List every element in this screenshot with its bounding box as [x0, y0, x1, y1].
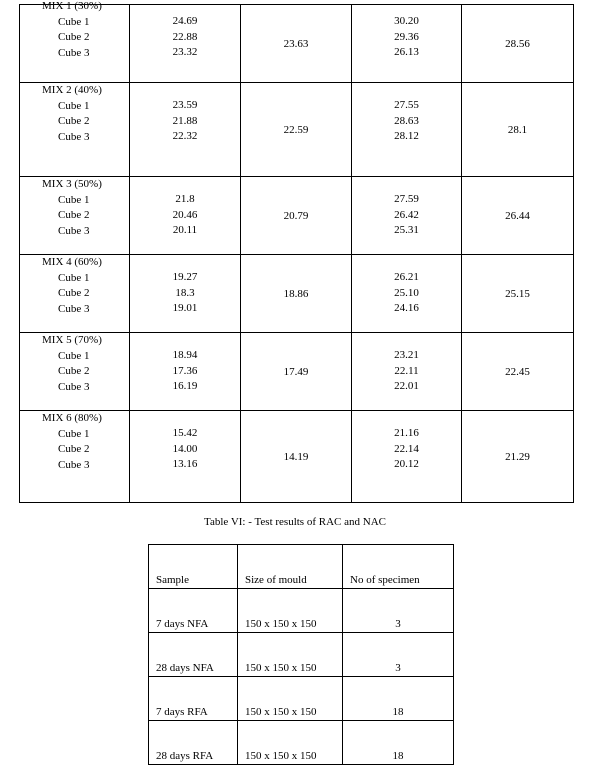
day7-value: 18.3: [175, 286, 195, 299]
day7-value: 23.32: [172, 46, 198, 58]
day7-value: 13.16: [172, 458, 198, 470]
table-row: [149, 721, 454, 765]
day7-values-cell: [130, 255, 241, 333]
table-row: [149, 589, 454, 633]
mix-label: MIX 1 (30%): [42, 0, 102, 12]
mix-cell: [20, 83, 130, 177]
table-row: [149, 677, 454, 721]
day7-average: 20.79: [241, 177, 352, 255]
mix-label: MIX 5 (70%): [42, 334, 102, 346]
day28-value: 26.21: [394, 271, 419, 283]
mix-cell: [20, 255, 130, 333]
day7-value: 15.42: [172, 427, 198, 439]
cube-label: Cube 3: [58, 224, 90, 237]
cube-label: Cube 2: [58, 209, 90, 221]
table-cell: 28 days RFA: [149, 721, 238, 765]
day7-value: 24.69: [172, 15, 198, 27]
day7-average: 23.63: [241, 5, 352, 83]
day28-value: 28.12: [394, 130, 419, 142]
cube-label: Cube 1: [58, 427, 90, 440]
cube-label: Cube 2: [58, 115, 90, 127]
cube-label: Cube 3: [58, 302, 90, 315]
table-cell: 150 x 150 x 150: [238, 589, 343, 633]
table-row: [20, 83, 574, 177]
cube-label: Cube 2: [58, 443, 90, 455]
day7-average: 22.59: [241, 83, 352, 177]
strength-results-table: [19, 0, 574, 503]
day28-values-cell: [352, 83, 462, 177]
mix-label: MIX 6 (80%): [42, 412, 102, 424]
mix-label: MIX 2 (40%): [42, 84, 102, 96]
day7-average: 18.86: [241, 255, 352, 333]
day28-average: 21.29: [462, 411, 574, 503]
day7-values-cell: [130, 411, 241, 503]
mix-cell: [20, 411, 130, 503]
cube-label: Cube 3: [58, 458, 90, 471]
cube-label: Cube 1: [58, 349, 90, 362]
day7-value: 20.11: [172, 224, 198, 236]
mix-label: MIX 4 (60%): [42, 256, 102, 268]
day28-average: 28.56: [462, 5, 574, 83]
cube-label: Cube 3: [58, 46, 90, 59]
day7-value: 22.32: [172, 130, 198, 142]
day28-value: 20.12: [394, 458, 419, 470]
day28-value: 22.14: [394, 442, 419, 455]
table-cell: 150 x 150 x 150: [238, 677, 343, 721]
table-cell: 28 days NFA: [149, 633, 238, 677]
table-row: [20, 5, 574, 83]
day7-value: 16.19: [172, 380, 198, 392]
day28-average: 26.44: [462, 177, 574, 255]
day7-value: 18.94: [172, 349, 198, 361]
cube-label: Cube 1: [58, 99, 90, 112]
day28-value: 29.36: [394, 30, 419, 43]
column-header: Sample: [149, 545, 238, 589]
mix-cell: [20, 333, 130, 411]
cube-label: Cube 3: [58, 130, 90, 143]
mix-label: MIX 3 (50%): [42, 178, 102, 190]
day7-value: 21.8: [175, 193, 195, 205]
day28-value: 22.01: [394, 380, 419, 392]
day7-values-cell: [130, 177, 241, 255]
cube-label: Cube 2: [58, 31, 90, 43]
day7-values-cell: [130, 5, 241, 83]
table-cell: 7 days RFA: [149, 677, 238, 721]
day7-values-cell: [130, 333, 241, 411]
table-row: [20, 255, 574, 333]
day7-values-cell: [130, 83, 241, 177]
day28-values-cell: [352, 411, 462, 503]
day7-value: 14.00: [172, 442, 198, 455]
cube-label: Cube 2: [58, 287, 90, 299]
table-cell: 18: [343, 721, 454, 765]
day7-value: 19.27: [172, 271, 198, 283]
cube-label: Cube 3: [58, 380, 90, 393]
day28-value: 24.16: [394, 302, 419, 314]
table-cell: 150 x 150 x 150: [238, 633, 343, 677]
day7-value: 17.36: [172, 364, 198, 377]
day7-value: 21.88: [172, 114, 198, 127]
column-header: Size of mould: [238, 545, 343, 589]
day28-value: 25.10: [394, 286, 419, 299]
day28-values-cell: [352, 255, 462, 333]
day28-average: 28.1: [462, 83, 574, 177]
day28-values-cell: [352, 333, 462, 411]
day7-value: 23.59: [172, 99, 198, 111]
day28-value: 22.11: [394, 364, 419, 377]
table-row: [20, 177, 574, 255]
day28-value: 27.55: [394, 99, 419, 111]
table-row: [149, 633, 454, 677]
day28-average: 22.45: [462, 333, 574, 411]
header-row: [149, 545, 454, 589]
day28-value: 23.21: [394, 349, 419, 361]
cube-label: Cube 1: [58, 15, 90, 28]
cube-label: Cube 1: [58, 271, 90, 284]
day28-values-cell: [352, 5, 462, 83]
table-cell: 3: [343, 589, 454, 633]
cube-label: Cube 1: [58, 193, 90, 206]
day7-value: 19.01: [172, 302, 198, 314]
table-cell: 150 x 150 x 150: [238, 721, 343, 765]
table-row: [20, 411, 574, 503]
day28-value: 28.63: [394, 114, 419, 127]
day28-value: 27.59: [394, 193, 419, 205]
table-row: [20, 333, 574, 411]
day28-value: 25.31: [394, 224, 419, 236]
day7-average: 17.49: [241, 333, 352, 411]
day28-value: 26.13: [394, 46, 419, 58]
day28-value: 30.20: [394, 15, 419, 27]
mix-cell: [20, 177, 130, 255]
day28-value: 26.42: [394, 208, 419, 221]
day7-average: 14.19: [241, 411, 352, 503]
table-cell: 18: [343, 677, 454, 721]
column-header: No of specimen: [343, 545, 454, 589]
day7-value: 20.46: [172, 208, 198, 221]
table-caption: Table VI: - Test results of RAC and NAC: [204, 516, 386, 528]
day7-value: 22.88: [172, 30, 198, 43]
specimen-table: [148, 544, 454, 765]
day28-average: 25.15: [462, 255, 574, 333]
cube-label: Cube 2: [58, 365, 90, 377]
mix-cell: [20, 0, 130, 83]
table-cell: 7 days NFA: [149, 589, 238, 633]
day28-value: 21.16: [394, 427, 419, 439]
table-cell: 3: [343, 633, 454, 677]
day28-values-cell: [352, 177, 462, 255]
